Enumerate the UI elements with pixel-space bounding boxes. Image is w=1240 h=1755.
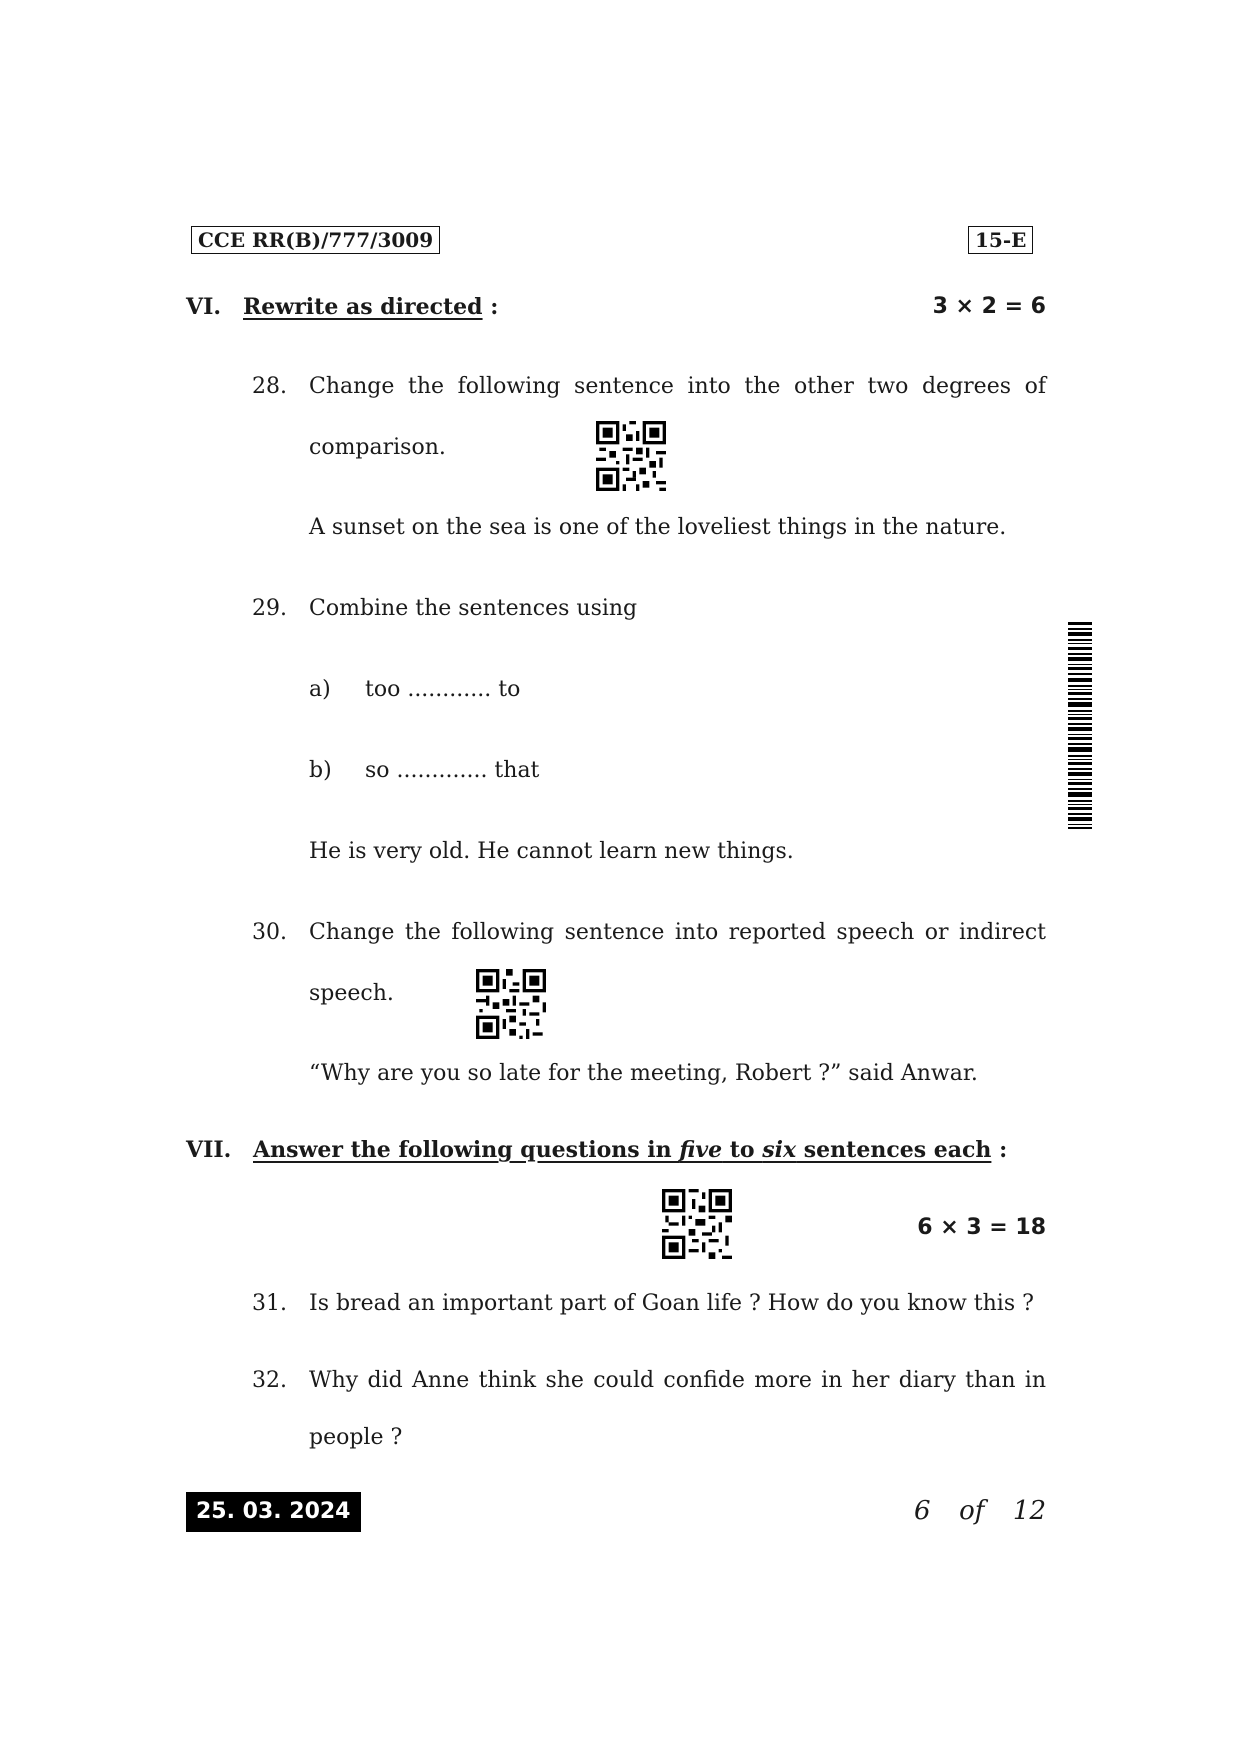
question-29-option-a-label: a)	[309, 677, 331, 702]
question-28-number: 28.	[252, 374, 287, 399]
question-32-line-1: Why did Anne think she could confide more in her diary than in	[309, 1368, 1046, 1393]
question-32-number: 32.	[252, 1368, 287, 1393]
section-7-title	[253, 1137, 991, 1163]
question-28-line-2: comparison.	[309, 435, 446, 460]
qr-code-icon	[476, 969, 546, 1039]
paper-code-box: CCE RR(B)/777/3009	[191, 226, 440, 254]
question-31-text: Is bread an important part of Goan life ? How do you know this ?	[309, 1291, 1034, 1316]
question-30-line-1: Change the following sentence into reported speech or indirect	[309, 920, 1046, 945]
question-29-text: Combine the sentences using	[309, 596, 638, 621]
question-30-sentence: “Why are you so late for the meeting, Robert ?” said Anwar.	[309, 1061, 978, 1086]
section-7-title-five: five	[679, 1137, 723, 1163]
question-29-sentence: He is very old. He cannot learn new things.	[309, 839, 794, 864]
question-28-sentence: A sunset on the sea is one of the loveliest things in the nature.	[309, 515, 1007, 540]
question-29-option-b-text: so ............. that	[365, 758, 540, 783]
section-7-title-b: sentences each	[796, 1137, 992, 1163]
section-6-title: Rewrite as directed	[243, 294, 483, 320]
qr-code-icon	[662, 1189, 732, 1259]
section-7-title-to: to	[722, 1137, 763, 1163]
barcode-icon	[1068, 622, 1092, 829]
paper-number-box: 15-E	[968, 226, 1033, 254]
section-7-heading	[253, 1137, 1007, 1163]
section-6-marks: 3 × 2 = 6	[932, 294, 1046, 319]
section-6-numeral: VI.	[186, 294, 222, 320]
section-7-marks: 6 × 3 = 18	[917, 1215, 1046, 1240]
qr-code-icon	[596, 421, 666, 491]
question-29-option-a-text: too ............ to	[365, 677, 521, 702]
section-7-title-a: Answer the following questions in	[253, 1137, 680, 1163]
question-32-line-2: people ?	[309, 1425, 403, 1450]
question-30-line-2: speech.	[309, 981, 394, 1006]
question-31-number: 31.	[252, 1291, 287, 1316]
section-7-colon: :	[999, 1137, 1008, 1163]
section-7-title-six: six	[762, 1137, 797, 1163]
section-6-colon: :	[490, 294, 499, 320]
question-30-number: 30.	[252, 920, 287, 945]
section-6-heading	[243, 294, 498, 320]
question-29-option-b-label: b)	[309, 758, 332, 783]
question-28-line-1: Change the following sentence into the other two degrees of	[309, 374, 1046, 399]
section-7-numeral: VII.	[186, 1137, 232, 1163]
exam-date: 25. 03. 2024	[186, 1492, 361, 1532]
page-number: 6 of 12	[914, 1496, 1046, 1526]
question-29-number: 29.	[252, 596, 287, 621]
